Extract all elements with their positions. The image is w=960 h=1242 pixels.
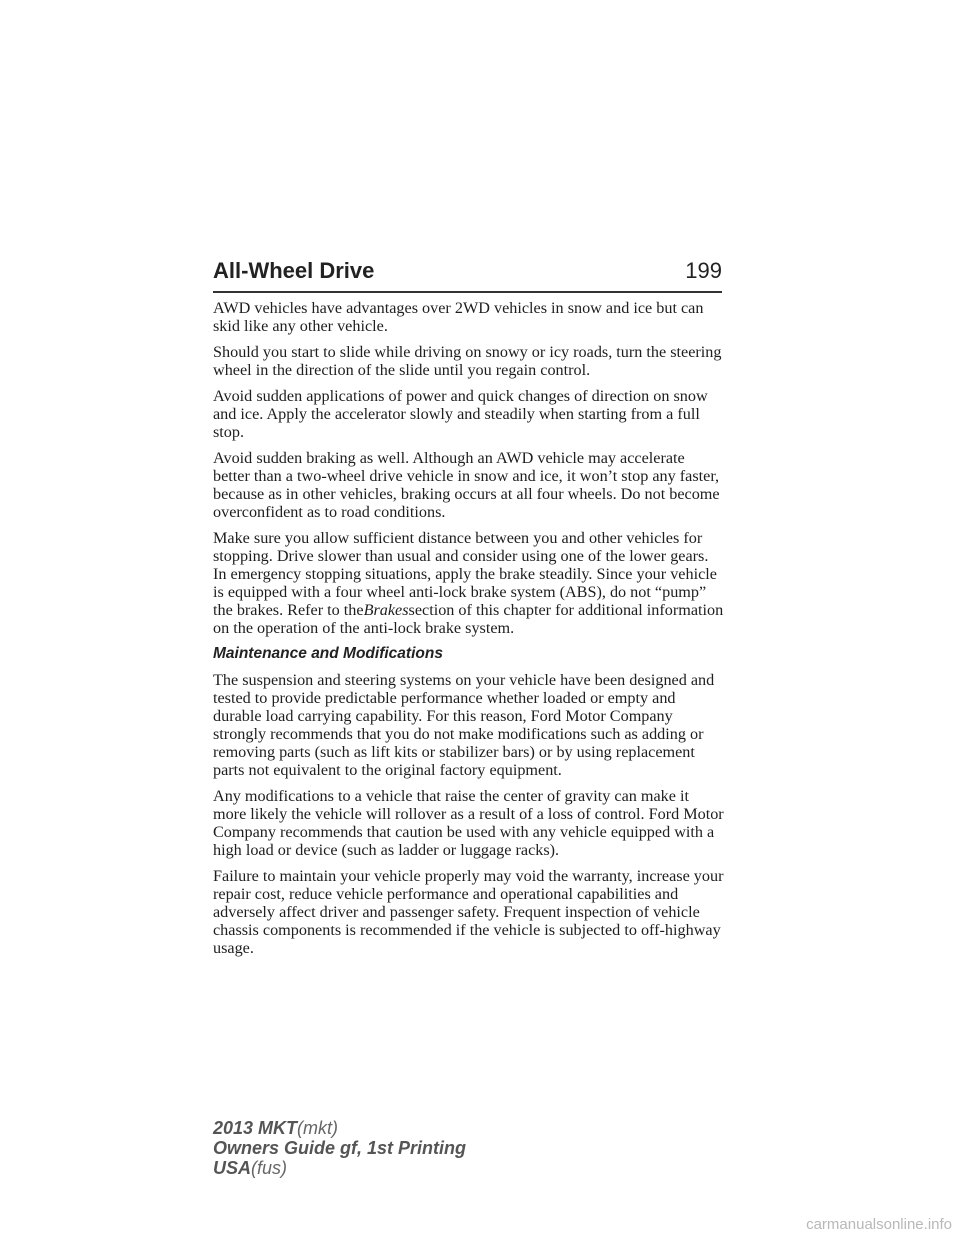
footer-market: USA (213, 1158, 252, 1178)
footer-guide: Owners Guide gf, 1st Printing (213, 1138, 467, 1158)
subheading-maintenance: Maintenance and Modifications (213, 645, 443, 662)
paragraph-text: Make sure you allow sufficient distance between you and other vehicles for stopping. Drive slower than usual and consider using one of the lower gears. In emergency stopping situations, apply the brake steadily. Since your vehicle is equipped with a four wheel anti-lock brake system (ABS), do not “pump” the brakes. Refer to the (213, 529, 717, 619)
footer-market-code: (fus) (251, 1158, 288, 1178)
paragraph-suspension: The suspension and steering systems on your vehicle have been designed and tested to provide predictable performance whether loaded or empty and durable load carrying capability. For this reason, Ford Motor Company strongly recommends that you do not make modifications such as adding or removing parts (such as lift kits or stabilizer bars) or by using replacement parts not equivalent to the original factory equipment. (213, 671, 715, 779)
paragraph-braking: Avoid sudden braking as well. Although an AWD vehicle may accelerate better than a two-wheel drive vehicle in snow and ice, it won’t stop any faster, because as in other vehicles, braking occurs at all four wheels. Do not become overconfident as to road conditions. (213, 449, 720, 521)
paragraph-text: section of this chapter for additional information on the operation of the anti-lock brake system. (213, 601, 724, 637)
section-title: All-Wheel Drive (213, 258, 375, 283)
paragraph-slide: Should you start to slide while driving on snowy or icy roads, turn the steering wheel in the direction of the slide until you regain control. (213, 343, 722, 379)
footer-line-model (213, 1118, 466, 1138)
footer-model-code: (mkt) (297, 1118, 339, 1138)
body-text (213, 299, 725, 965)
footer-line-market (213, 1158, 466, 1178)
page-footer (213, 1118, 466, 1178)
paragraph-power: Avoid sudden applications of power and quick changes of direction on snow and ice. Apply the accelerator slowly and steadily when starting from a full stop. (213, 387, 708, 441)
paragraph-modifications: Any modifications to a vehicle that raise the center of gravity can make it more likely the vehicle will rollover as a result of a loss of control. Ford Motor Company recommends that caution be used with any vehicle equipped with a high load or device (such as ladder or luggage racks). (213, 787, 724, 859)
brakes-reference-link[interactable]: Brakes (363, 601, 409, 619)
paragraph-stopping-distance (213, 529, 725, 637)
paragraph-maintenance: Failure to maintain your vehicle properly may void the warranty, increase your repair cost, reduce vehicle performance and operational capabilities and adversely affect driver and passenger safety. Frequent inspection of vehicle chassis components is recommended if the vehicle is subjected to off-highway usage. (213, 867, 724, 957)
page-number: 199 (685, 258, 722, 283)
paragraph-awd-advantages: AWD vehicles have advantages over 2WD vehicles in snow and ice but can skid like any other vehicle. (213, 299, 704, 335)
watermark: carmanualsonline.info (806, 1216, 952, 1233)
footer-model: 2013 MKT (213, 1118, 298, 1138)
page-header (213, 257, 722, 293)
